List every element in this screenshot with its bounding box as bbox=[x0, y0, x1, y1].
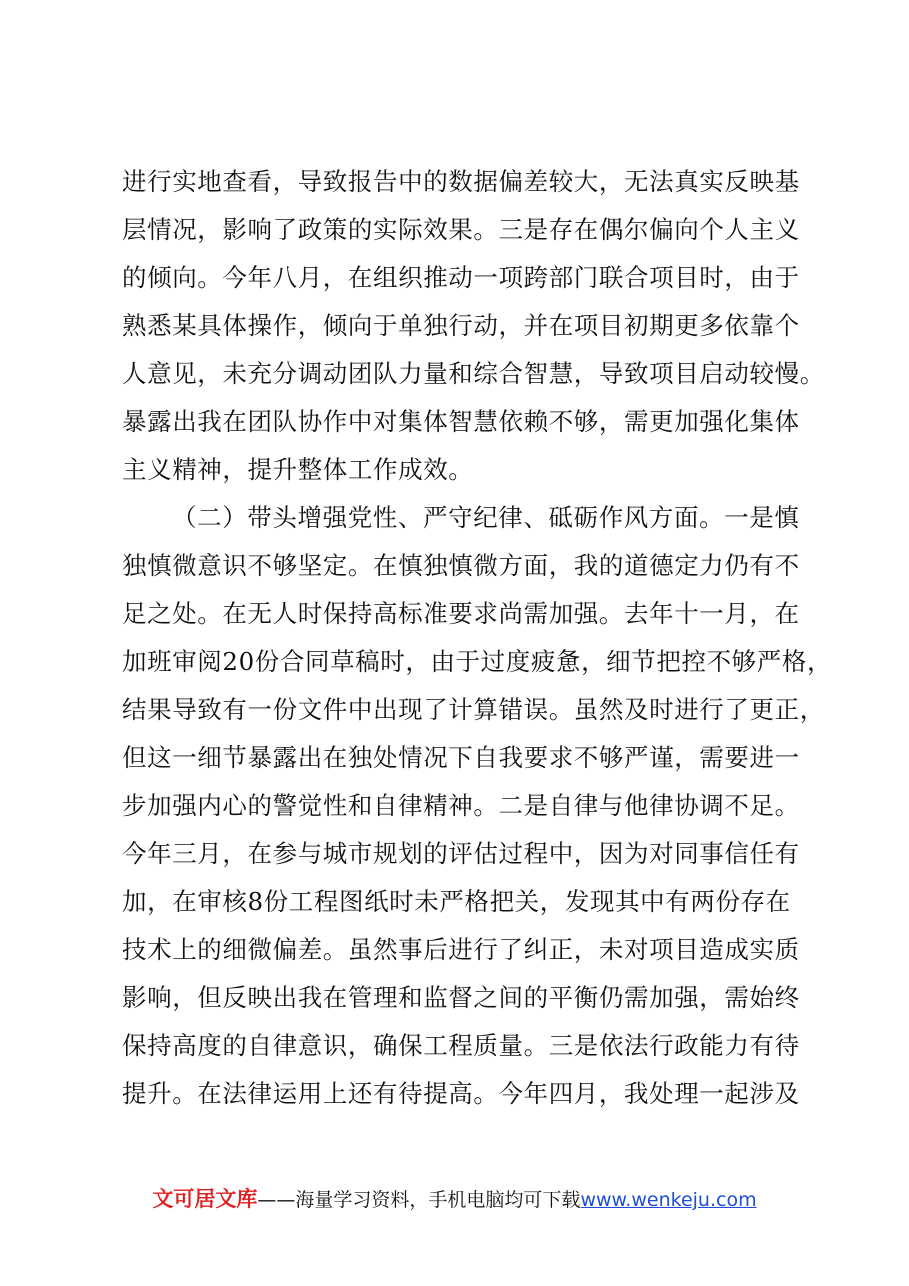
footer-url-link[interactable]: www.wenkeju.com bbox=[580, 1189, 757, 1211]
page-footer bbox=[0, 1184, 909, 1214]
text-line: 加，在审核8份工程图纸时未严格把关，发现其中有两份存在 bbox=[122, 887, 791, 916]
text-line: 今年三月，在参与城市规划的评估过程中，因为对同事信任有 bbox=[122, 839, 800, 868]
text-line: 加班审阅20份合同草稿时，由于过度疲惫，细节把控不够严格， bbox=[122, 647, 833, 676]
text-line: 足之处。在无人时保持高标准要求尚需加强。去年十一月，在 bbox=[122, 599, 800, 628]
text-line: 提升。在法律运用上还有待提高。今年四月，我处理一起涉及 bbox=[122, 1079, 800, 1108]
section-heading-line: （二）带头增强党性、严守纪律、砥砺作风方面。一是慎 bbox=[172, 503, 800, 532]
text-line: 主义精神，提升整体工作成效。 bbox=[122, 455, 474, 484]
text-line: 暴露出我在团队协作中对集体智慧依赖不够，需更加强化集体 bbox=[122, 407, 800, 436]
text-line: 的倾向。今年八月，在组织推动一项跨部门联合项目时，由于 bbox=[122, 263, 800, 292]
text-line: 但这一细节暴露出在独处情况下自我要求不够严谨，需要进一 bbox=[122, 743, 800, 772]
text-line: 熟悉某具体操作，倾向于单独行动，并在项目初期更多依靠个 bbox=[122, 311, 800, 340]
text-line: 层情况，影响了政策的实际效果。三是存在偶尔偏向个人主义 bbox=[122, 215, 800, 244]
text-line: 影响，但反映出我在管理和监督之间的平衡仍需加强，需始终 bbox=[122, 983, 800, 1012]
text-line: 独慎微意识不够坚定。在慎独慎微方面，我的道德定力仍有不 bbox=[122, 551, 800, 580]
text-line: 人意见，未充分调动团队力量和综合智慧，导致项目启动较慢。 bbox=[122, 359, 825, 388]
text-line: 技术上的细微偏差。虽然事后进行了纠正，未对项目造成实质 bbox=[122, 935, 800, 964]
text-line: 结果导致有一份文件中出现了计算错误。虽然及时进行了更正， bbox=[122, 695, 825, 724]
footer-slogan: ——海量学习资料，手机电脑均可下载 bbox=[257, 1189, 581, 1211]
text-line: 进行实地查看，导致报告中的数据偏差较大，无法真实反映基 bbox=[122, 167, 800, 196]
footer-brand: 文可居文库 bbox=[152, 1187, 258, 1211]
text-line: 步加强内心的警觉性和自律精神。二是自律与他律协调不足。 bbox=[122, 791, 800, 820]
text-line: 保持高度的自律意识，确保工程质量。三是依法行政能力有待 bbox=[122, 1031, 800, 1060]
